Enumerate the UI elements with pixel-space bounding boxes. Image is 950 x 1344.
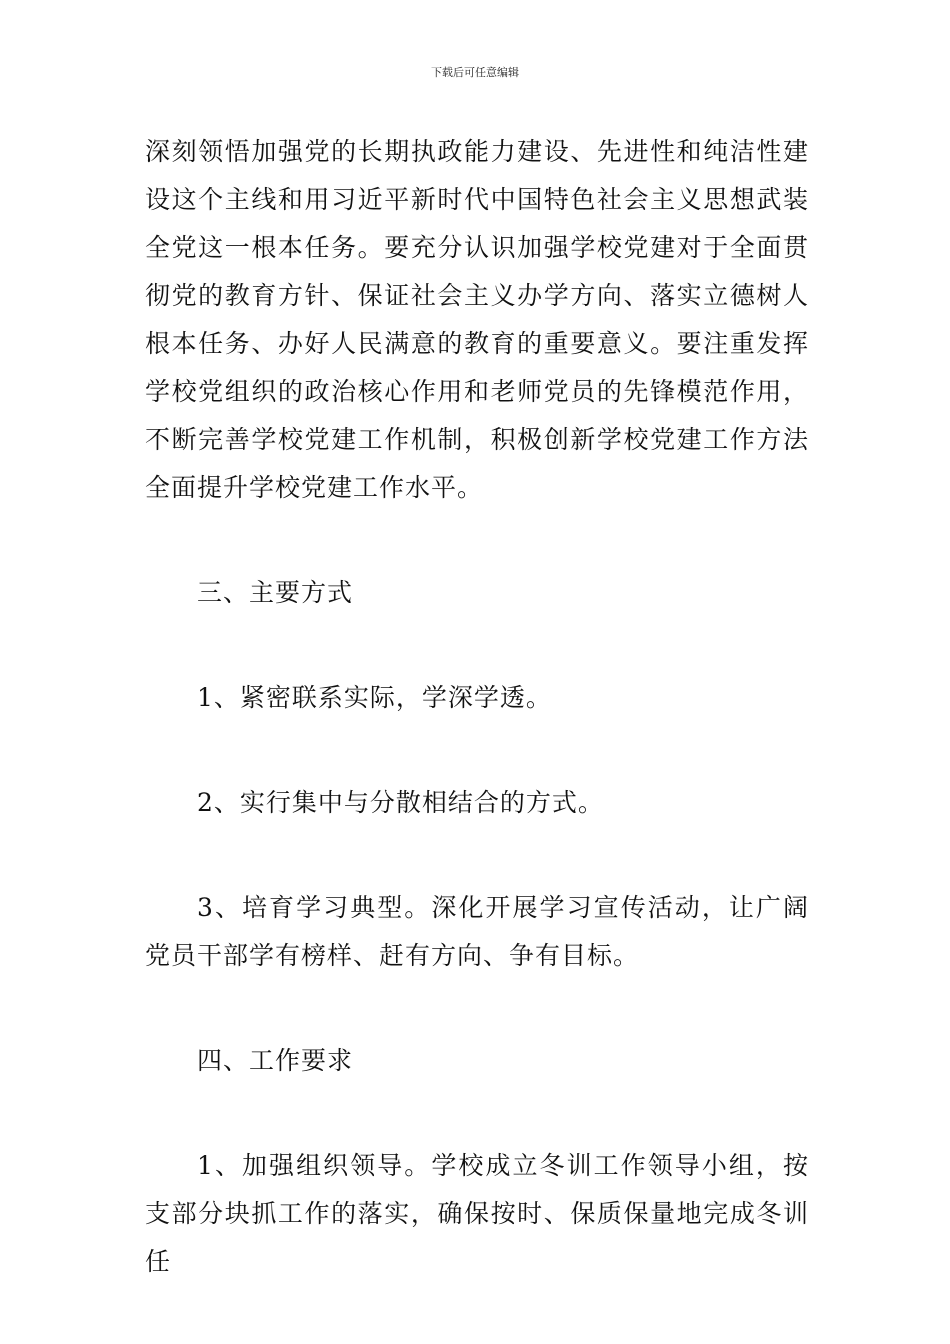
page-header-note: 下载后可任意编辑 xyxy=(431,66,519,79)
paragraph-party-building: 深刻领悟加强党的长期执政能力建设、先进性和纯洁性建设这个主线和用习近平新时代中国特色社会主义思想武装全党这一根本任务。要充分认识加强学校党建对于全面贯彻党的教育方针、保证社会主义办学方向、落实立德树人根本任务、办好人民满意的教育的重要意义。要注重发挥学校党组织的政治核心作用和老师党员的先锋模范作用，不断完善学校党建工作机制，积极创新学校党建工作方法全面提升学校党建工作水平。 xyxy=(145,137,809,502)
document-body xyxy=(145,128,809,1286)
section-heading-main-methods: 三、主要方式 xyxy=(197,578,354,607)
list-item-method-2: 2、实行集中与分散相结合的方式。 xyxy=(197,788,604,817)
section-heading-work-requirements: 四、工作要求 xyxy=(197,1046,354,1075)
list-item-method-3: 3、培育学习典型。深化开展学习宣传活动，让广阔党员干部学有榜样、赶有方向、争有目标。 xyxy=(145,893,809,970)
list-item-requirement-1: 1、加强组织领导。学校成立冬训工作领导小组，按支部分块抓工作的落实，确保按时、保质保量地完成冬训任 xyxy=(145,1151,809,1276)
list-item-method-1: 1、紧密联系实际，学深学透。 xyxy=(197,683,552,712)
